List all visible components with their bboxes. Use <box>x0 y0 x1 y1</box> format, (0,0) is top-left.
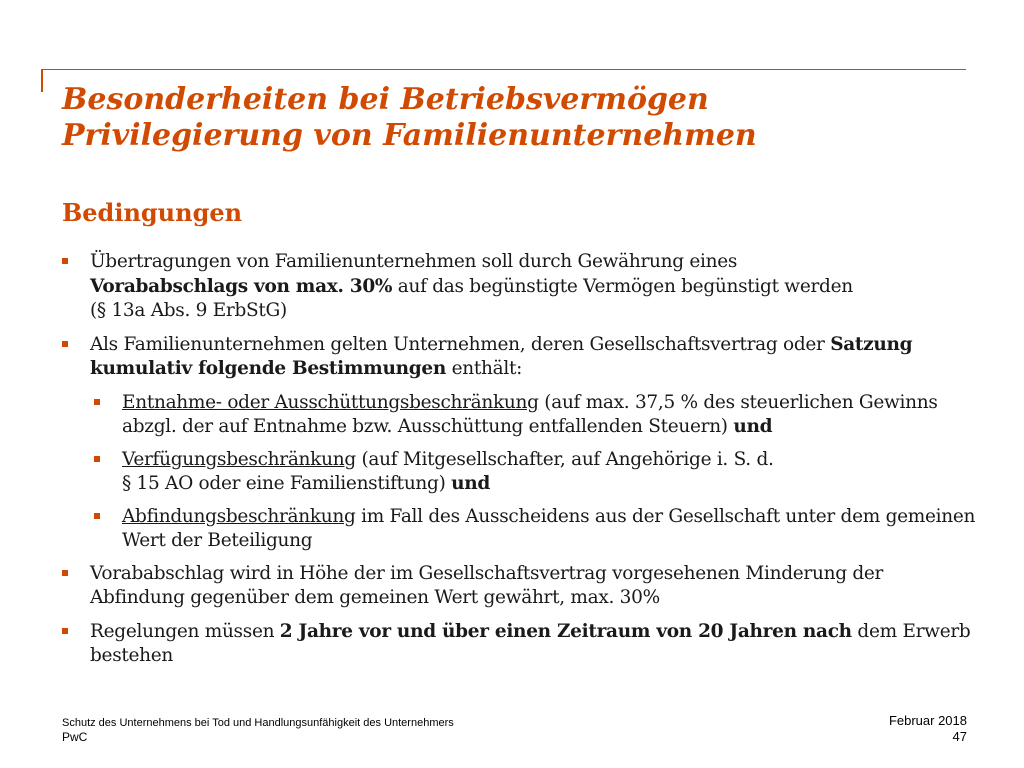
bullet-square-icon <box>62 570 68 576</box>
bullet-vorababschlag <box>62 250 982 324</box>
sub-bullet-text: im Fall des Ausscheidens aus der Gesellschaft unter dem gemeinen Wert der Beteiligung <box>122 505 976 551</box>
footer-date: Februar 2018 <box>888 713 967 728</box>
bullet-text: Vorababschlag wird in Höhe der im Gesellschaftsvertrag vorgesehenen Minderung der Abfindung gegenüber dem gemeinen Wert gewährt, max. 30% <box>90 562 884 608</box>
title-line-2: Privilegierung von Familienunternehmen <box>62 118 757 153</box>
bullet-text: Als Familienunternehmen gelten Unternehmen, deren Gesellschaftsvertrag oder <box>90 333 831 355</box>
bullet-reference: (§ 13a Abs. 9 ErbStG) <box>90 300 287 321</box>
title-line-1: Besonderheiten bei Betriebsvermögen <box>62 82 709 117</box>
bullet-square-icon <box>94 513 100 519</box>
footer-company: PwC <box>62 730 88 744</box>
bullet-square-icon <box>62 628 68 634</box>
bullet-text: auf das begünstigte Vermögen begünstigt werden <box>392 275 853 297</box>
bullet-text: Übertragungen von Familienunternehmen soll durch Gewährung eines <box>90 251 738 272</box>
footer-document-title: Schutz des Unternehmens bei Tod und Handlungsunfähigkeit des Unternehmers <box>62 717 454 729</box>
bullet-bold-text: Satzung kumulativ folgende Bestimmungen <box>90 333 913 379</box>
underlined-term: Abfindungsbeschränkung <box>122 505 356 527</box>
bullet-text: dem Erwerb bestehen <box>90 620 971 666</box>
top-rule <box>41 69 966 70</box>
sub-bullet-abfindung <box>62 505 982 554</box>
bullet-regelungen <box>62 620 982 669</box>
sub-bullet-bold-text: und <box>451 473 491 494</box>
bullet-square-icon <box>62 258 68 264</box>
footer-left <box>62 716 454 744</box>
bullet-text: enthält: <box>446 358 523 379</box>
underlined-term: Entnahme- oder Ausschüttungsbeschränkung <box>122 391 539 413</box>
bullet-familienunternehmen <box>62 333 982 382</box>
footer-right <box>889 713 967 745</box>
underlined-term: Verfügungsbeschränkung <box>122 448 356 470</box>
slide-title <box>62 82 757 154</box>
bullet-bold-text: 2 Jahre vor und über einen Zeitraum von 20 Jahren nach <box>279 620 852 642</box>
sub-bullet-text: § 15 AO oder eine Familienstiftung) <box>122 473 452 494</box>
bullet-abfindung-minderung <box>62 562 982 611</box>
bullet-square-icon <box>94 399 100 405</box>
bullet-list <box>62 250 982 678</box>
bullet-square-icon <box>94 456 100 462</box>
bullet-square-icon <box>62 341 68 347</box>
sub-bullet-entnahme <box>62 391 982 440</box>
bullet-bold-text: Vorababschlags von max. 30% <box>90 275 393 297</box>
sub-bullet-text: (auf Mitgesellschafter, auf Angehörige i. S. d. <box>355 448 774 470</box>
sub-bullet-verfuegung <box>62 448 982 497</box>
sub-bullet-text: (auf max. 37,5 % des steuerlichen Gewinns abzgl. der auf Entnahme bzw. Ausschüttung entfallenden Steuern) <box>122 391 938 437</box>
sub-bullet-bold-text: und <box>733 416 773 437</box>
corner-accent-vertical <box>41 69 43 92</box>
section-heading: Bedingungen <box>62 198 243 227</box>
page-number: 47 <box>952 729 967 744</box>
bullet-text: Regelungen müssen <box>90 620 280 642</box>
